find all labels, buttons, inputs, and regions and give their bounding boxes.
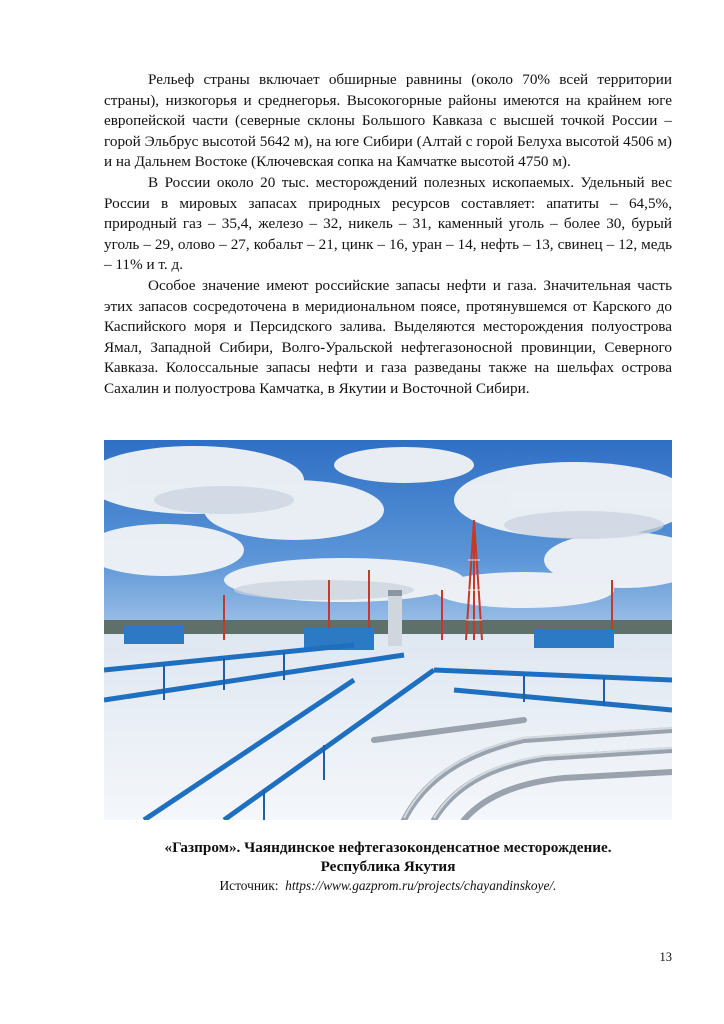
figure-caption [104,838,672,895]
caption-title-line2: Республика Якутия [320,858,456,875]
source-label: Источник: [219,878,279,893]
caption-title-line1: «Газпром». Чаяндинское нефтегазоконденсатное месторождение. [164,839,612,856]
body-text [104,70,672,400]
paragraph-deposits: В России около 20 тыс. месторождений полезных ископаемых. Удельный вес России в мировых запасах природных ресурсов составляет: апатиты – 64,5%, природный газ – 35,4, железо – 32, никель – 31, каменный уголь – более 30, бурый уголь – 29, олово – 27, кобальт – 21, цинк – 16, уран – 14, нефть – 13, свинец – 12, медь – 11% и т. д. [104,173,672,274]
gas-field-photo [104,440,672,820]
paragraph-oil-gas: Особое значение имеют российские запасы нефти и газа. Значительная часть этих запасов сосредоточена в меридиональном поясе, протянувшемся от Карского до Каспийского моря и Персидского залива. Выделяются месторождения полуострова Ямал, Западной Сибири, Волго-Уральской нефтегазоносной провинции, Северного Кавказа. Колоссальные запасы нефти и газа разведаны также на шельфах острова Сахалин и полуострова Камчатка, в Якутии и Восточной Сибири. [104,276,672,397]
paragraph-relief: Рельеф страны включает обширные равнины (около 70% всей территории страны), низкогорья и среднегорья. Высокогорные районы имеются на крайнем юге европейской части (северные склоны Большого Кавказа с высшей точкой России – горой Эльбрус высотой 5642 м), на юге Сибири (Алтай с горой Белуха высотой 4506 м) и на Дальнем Востоке (Ключевская сопка на Камчатке высотой 4750 м). [104,71,672,171]
page-number: 13 [659,950,672,964]
caption-source [104,876,672,895]
source-url[interactable]: https://www.gazprom.ru/projects/chayandinskoye/. [285,878,557,893]
